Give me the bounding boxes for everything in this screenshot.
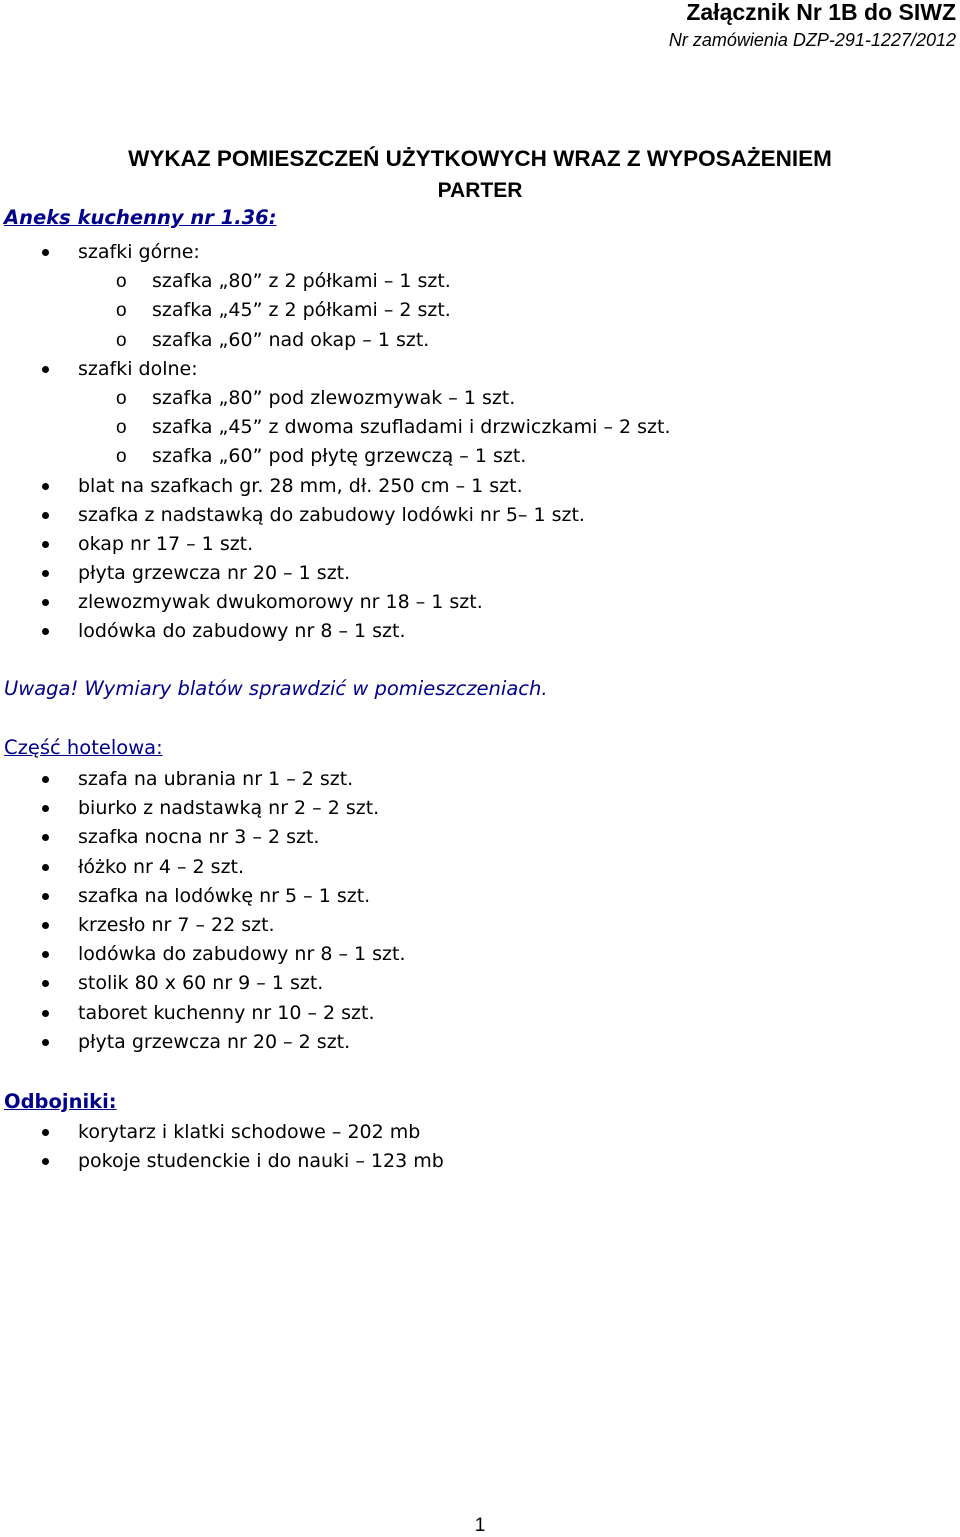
list-item: szafka nocna nr 3 – 2 szt. xyxy=(4,823,405,852)
bumpers-list xyxy=(4,1118,444,1176)
list-item: lodówka do zabudowy nr 8 – 1 szt. xyxy=(4,617,671,646)
list-item: łóżko nr 4 – 2 szt. xyxy=(4,853,405,882)
list-item: zlewozmywak dwukomorowy nr 18 – 1 szt. xyxy=(4,588,671,617)
list-item: o szafka „45” z dwoma szufladami i drzwiczkami – 2 szt. xyxy=(4,413,671,442)
list-item: szafka z nadstawką do zabudowy lodówki nr 5– 1 szt. xyxy=(4,501,671,530)
bullet-icon xyxy=(42,599,49,606)
list-item: lodówka do zabudowy nr 8 – 1 szt. xyxy=(4,940,405,969)
bullet-icon xyxy=(42,512,49,519)
bullet-icon xyxy=(42,776,49,783)
hotel-list xyxy=(4,765,405,1057)
bullet-icon xyxy=(42,805,49,812)
list-item: o szafka „80” z 2 półkami – 1 szt. xyxy=(4,267,671,296)
list-item: płyta grzewcza nr 20 – 2 szt. xyxy=(4,1028,405,1057)
circle-bullet-icon: o xyxy=(116,387,127,409)
list-item: szafka na lodówkę nr 5 – 1 szt. xyxy=(4,882,405,911)
list-item: o szafka „60” pod płytę grzewczą – 1 szt. xyxy=(4,442,671,471)
circle-bullet-icon: o xyxy=(116,300,127,322)
list-item: biurko z nadstawką nr 2 – 2 szt. xyxy=(4,794,405,823)
bullet-icon xyxy=(42,366,49,373)
annex-title: Załącznik Nr 1B do SIWZ xyxy=(686,0,956,25)
list-item: stolik 80 x 60 nr 9 – 1 szt. xyxy=(4,969,405,998)
measurement-note: Uwaga! Wymiary blatów sprawdzić w pomieszczeniach. xyxy=(4,677,548,700)
list-item: szafki górne: xyxy=(4,238,671,267)
list-item: szafki dolne: xyxy=(4,355,671,384)
list-item: krzesło nr 7 – 22 szt. xyxy=(4,911,405,940)
list-item: o szafka „60” nad okap – 1 szt. xyxy=(4,326,671,355)
list-item: płyta grzewcza nr 20 – 1 szt. xyxy=(4,559,671,588)
bullet-icon xyxy=(42,1129,49,1136)
bullet-icon xyxy=(42,483,49,490)
bullet-icon xyxy=(42,893,49,900)
floor-title: PARTER xyxy=(437,179,523,202)
list-item: o szafka „80” pod zlewozmywak – 1 szt. xyxy=(4,384,671,413)
list-item: pokoje studenckie i do nauki – 123 mb xyxy=(4,1147,444,1176)
list-item: okap nr 17 – 1 szt. xyxy=(4,530,671,559)
kitchen-list xyxy=(4,238,671,647)
bullet-icon xyxy=(42,249,49,256)
bullet-icon xyxy=(42,570,49,577)
document-title: WYKAZ POMIESZCZEŃ UŻYTKOWYCH WRAZ Z WYPOSAŻENIEM xyxy=(128,146,832,171)
bullet-icon xyxy=(42,834,49,841)
list-item: taboret kuchenny nr 10 – 2 szt. xyxy=(4,999,405,1028)
bullet-icon xyxy=(42,864,49,871)
kitchen-heading: Aneks kuchenny nr 1.36: xyxy=(4,206,277,229)
list-item: blat na szafkach gr. 28 mm, dł. 250 cm – 1 szt. xyxy=(4,472,671,501)
bullet-icon xyxy=(42,980,49,987)
bullet-icon xyxy=(42,1010,49,1017)
list-item: szafa na ubrania nr 1 – 2 szt. xyxy=(4,765,405,794)
hotel-heading: Część hotelowa: xyxy=(4,736,163,759)
bullet-icon xyxy=(42,922,49,929)
circle-bullet-icon: o xyxy=(116,417,127,439)
bullet-icon xyxy=(42,951,49,958)
bumpers-heading: Odbojniki: xyxy=(4,1090,117,1113)
list-item: o szafka „45” z 2 półkami – 2 szt. xyxy=(4,296,671,325)
bullet-icon xyxy=(42,628,49,635)
list-item: korytarz i klatki schodowe – 202 mb xyxy=(4,1118,444,1147)
circle-bullet-icon: o xyxy=(116,446,127,468)
bullet-icon xyxy=(42,541,49,548)
circle-bullet-icon: o xyxy=(116,329,127,351)
order-number: Nr zamówienia DZP-291-1227/2012 xyxy=(668,30,956,50)
bullet-icon xyxy=(42,1158,49,1165)
page-number: 1 xyxy=(474,1515,486,1536)
circle-bullet-icon: o xyxy=(116,271,127,293)
bullet-icon xyxy=(42,1039,49,1046)
